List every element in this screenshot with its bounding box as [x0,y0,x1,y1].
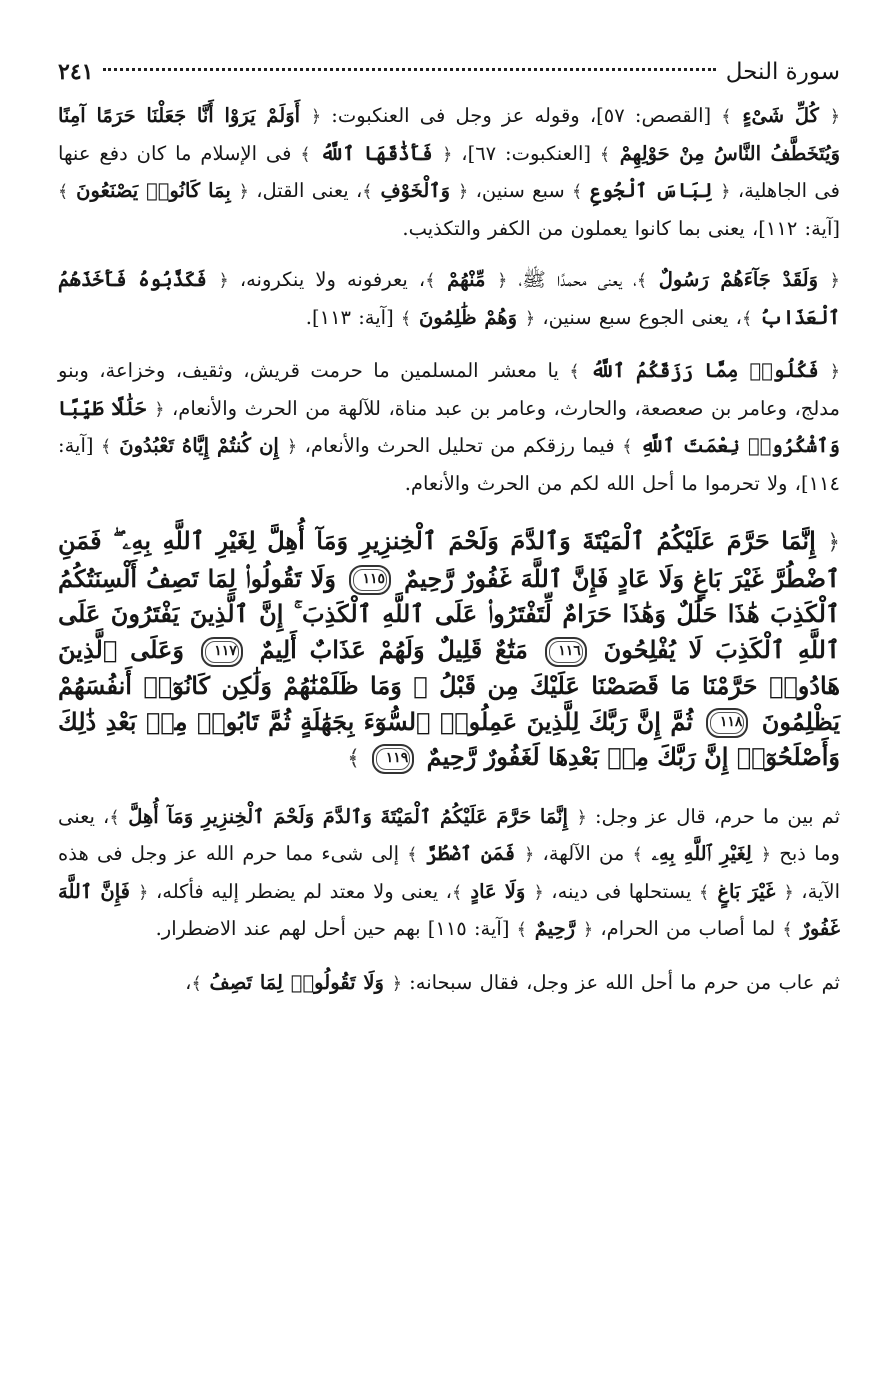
verse-115: إِنَّمَا حَرَّمَ عَلَيْكُمُ ٱلْمَيْتَةَ وَٱلدَّمَ وَلَحْمَ ٱلْخِنزِيرِ وَمَآ أُهِلَّ لِغَيْرِ ٱللَّهِ بِهِۦ ۖ فَمَنِ ٱضْطُرَّ غَيْرَ بَاغٍ وَلَا عَادٍ فَإِنَّ ٱللَّهَ غَفُورٌ رَّحِيمٌ [58,526,841,593]
book-page [58,52,840,1362]
surah-title: سورة النحل [725,59,840,85]
quran-quote: ﴿ رَّحِيمٌ ﴾ [516,917,594,941]
verse-117: مَتَٰعٌ قَلِيلٌ وَلَهُمْ عَذَابٌ أَلِيمٌ [259,635,528,665]
quran-quote: ﴿ وَٱلْخَوْفِ ﴾ [362,179,469,202]
quran-quote: ﴿ فَأَذَٰقَهَا ٱللَّهُ ﴾ [300,141,453,165]
quran-quote: ﴿ أَوَلَمْ يَرَوْا أَنَّا جَعَلْنَا حَرَمًا آمِنًا وَيُتَخَطَّفُ النَّاسُ مِنْ حَوْلِهِمْ ﴾ [58,104,841,165]
paragraph-1: ﴿ كُلِّ شَىْءٍ ﴾ [القصص: ٥٧]، وقوله عز وجل فى العنكبوت: ﴿ أَوَلَمْ يَرَوْا أَنَّا جَعَلْنَا حَرَمًا آمِنًا وَيُتَخَطَّفُ النَّاسُ مِنْ حَوْلِهِمْ ﴾ [العنكبوت: ٦٧]، ﴿ فَأَذَٰقَهَا ٱللَّهُ ﴾ فى الإسلام ما كان دفع عنها فى الجاهلية، ﴿ لِبَاسَ ٱلْجُوعِ ﴾ سبع سنين، ﴿ وَٱلْخَوْفِ ﴾، يعنى القتل، ﴿ بِمَا كَانُوا۟ يَصْنَعُونَ ﴾ [آية: ١١٢]، يعنى بما كانوا يعملون من الكفر والتكذيب. [58,104,841,240]
paragraph-4: ثم بين ما حرم، قال عز وجل: ﴿ إِنَّمَا حَرَّمَ عَلَيْكُمُ ٱلْمَيْتَةَ وَٱلدَّمَ وَلَحْمَ ٱلْخِنزِيرِ وَمَآ أُهِلَّ ﴾، يعنى وما ذبح ﴿ لِغَيْرِ ٱللَّهِ بِهِۦ ﴾ من الآلهة، ﴿ فَمَنِ ٱضْطُرَّ ﴾ إلى شىء مما حرم الله عز وجل فى هذه الآية، ﴿ غَيْرَ بَاغٍ ﴾ يستحلها فى دينه، ﴿ وَلَا عَادٍ ﴾، يعنى ولا معتد لم يضطر إليه فأكله، ﴿ فَإِنَّ ٱللَّهَ غَفُورٌ ﴾ لما أصاب من الحرام، ﴿ رَّحِيمٌ ﴾ [آية: ١١٥] بهم حين أحل لهم عند الاضطرار. [58,804,841,941]
quran-verses-block: ﴿ إِنَّمَا حَرَّمَ عَلَيْكُمُ ٱلْمَيْتَةَ وَٱلدَّمَ وَلَحْمَ ٱلْخِنزِيرِ وَمَآ أُهِلَّ لِغَيْرِ ٱللَّهِ بِهِۦ ۖ فَمَنِ ٱضْطُرَّ غَيْرَ بَاغٍ وَلَا عَادٍ فَإِنَّ ٱللَّهَ غَفُورٌ رَّحِيمٌ ١١٥ وَلَا تَقُولُوا۟ لِمَا تَصِفُ أَلْسِنَتُكُمُ ٱلْكَذِبَ هَٰذَا حَلَٰلٌ وَهَٰذَا حَرَامٌ لِّتَفْتَرُوا۟ عَلَى ٱللَّهِ ٱلْكَذِبَ ۚ إِنَّ ٱلَّذِينَ يَفْتَرُونَ عَلَى ٱللَّهِ ٱلْكَذِبَ لَا يُفْلِحُونَ ١١٦ مَتَٰعٌ قَلِيلٌ وَلَهُمْ عَذَابٌ أَلِيمٌ ١١٧ وَعَلَى ٱلَّذِينَ هَادُوا۟ حَرَّمْنَا مَا قَصَصْنَا عَلَيْكَ مِن قَبْلُ ۖ وَمَا ظَلَمْنَٰهُمْ وَلَٰكِن كَانُوٓا۟ أَنفُسَهُمْ يَظْلِمُونَ ١١٨ ثُمَّ إِنَّ رَبَّكَ لِلَّذِينَ عَمِلُوا۟ ٱلسُّوٓءَ بِجَهَٰلَةٍ ثُمَّ تَابُوا۟ مِنۢ بَعْدِ ذَٰلِكَ وَأَصْلَحُوٓا۟ إِنَّ رَبَّكَ مِنۢ بَعْدِهَا لَغَفُورٌ رَّحِيمٌ ١١٩ ﴾ [58,523,840,777]
quran-quote: ﴿ إِنَّمَا حَرَّمَ عَلَيْكُمُ ٱلْمَيْتَةَ وَٱلدَّمَ وَلَحْمَ ٱلْخِنزِيرِ وَمَآ أُهِلَّ ﴾ [109,804,587,828]
quran-quote: ﴿ فَكُلُوا۟ مِمَّا رَزَقَكُمُ ٱللَّهُ ﴾ [569,359,840,382]
verse-118: وَعَلَى ٱلَّذِينَ هَادُوا۟ حَرَّمْنَا مَا قَصَصْنَا عَلَيْكَ مِن قَبْلُ ۖ وَمَا ظَلَمْنَٰهُمْ وَلَٰكِن كَانُوٓا۟ أَنفُسَهُمْ يَظْلِمُونَ [58,635,840,736]
quran-quote: ﴿ وَلَقَدْ جَآءَهُمْ رَسُولٌ ﴾ [636,268,840,291]
quran-quote: ﴿ كُلِّ شَىْءٍ ﴾ [721,104,841,127]
ayah-number-marker: ١١٧ [201,637,243,667]
quran-quote: ﴿ إِن كُنتُمْ إِيَّاهُ تَعْبُدُونَ ﴾ [100,434,298,457]
running-header [58,52,840,92]
page-number: ٢٤١ [58,59,94,85]
ayah-number-marker: ١١٨ [706,708,748,738]
quran-quote: ﴿ لِبَاسَ ٱلْجُوعِ ﴾ [572,179,731,202]
quran-quote: ﴿ وَلَا عَادٍ ﴾ [451,879,544,903]
quran-quote: ﴿ وَهُمْ ظَٰلِمُونَ ﴾ [400,305,536,329]
quran-quote: ﴿ فَإِنَّ ٱللَّهَ غَفُورٌ ﴾ [58,879,840,941]
quran-quote: ﴿ حَلَٰلًا طَيِّبًا وَٱشْكُرُوا۟ نِعْمَتَ ٱللَّهِ ﴾ [58,396,840,457]
verse-116: وَلَا تَقُولُوا۟ لِمَا تَصِفُ أَلْسِنَتُكُمُ ٱلْكَذِبَ هَٰذَا حَلَٰلٌ وَهَٰذَا حَرَامٌ لِّتَفْتَرُوا۟ عَلَى ٱللَّهِ ٱلْكَذِبَ ۚ إِنَّ ٱلَّذِينَ يَفْتَرُونَ عَلَى ٱللَّهِ ٱلْكَذِبَ لَا يُفْلِحُونَ [58,563,841,665]
ayah-number-marker: ١١٩ [372,744,414,774]
paragraph-5: ثم عاب من حرم ما أحل الله عز وجل، فقال سبحانه: ﴿ وَلَا تَقُولُوا۟ لِمَا تَصِفُ ﴾، [185,970,840,994]
quran-quote: ﴿ بِمَا كَانُوا۟ يَصْنَعُونَ ﴾ [58,179,249,202]
quran-quote: ﴿ فَكَذَّبُوهُ فَأَخَذَهُمُ ٱلْعَذَابُ ﴾ [58,268,840,329]
quran-quote: ﴿ مِّنْهُمْ ﴾ [425,268,508,291]
verse-119: ثُمَّ إِنَّ رَبَّكَ لِلَّذِينَ عَمِلُوا۟ ٱلسُّوٓءَ بِجَهَٰلَةٍ ثُمَّ تَابُوا۟ مِنۢ بَعْدِ ذَٰلِكَ وَأَصْلَحُوٓا۟ إِنَّ رَبَّكَ مِنۢ بَعْدِهَا لَغَفُورٌ رَّحِيمٌ [58,706,840,772]
quran-quote: ﴿ فَمَنِ ٱضْطُرَّ ﴾ [407,842,535,866]
quran-quote: ﴿ لِغَيْرِ ٱللَّهِ بِهِۦ ﴾ [632,842,771,866]
paragraph-3: ﴿ فَكُلُوا۟ مِمَّا رَزَقَكُمُ ٱللَّهُ ﴾ يا معشر المسلمين ما حرمت قريش، وثقيف، وخزاعة، وبنو مدلج، وعامر بن صعصعة، والحارث، وعامر بن عبد مناة، للآلهة من الحرث والأنعام، ﴿ حَلَٰلًا طَيِّبًا وَٱشْكُرُوا۟ نِعْمَتَ ٱللَّهِ ﴾ فيما رزقكم من تحليل الحرث والأنعام، ﴿ إِن كُنتُمْ إِيَّاهُ تَعْبُدُونَ ﴾ [آية: ١١٤]، ولا تحرموا ما أحل الله لكم من الحرث والأنعام. [58,359,840,495]
dotted-leader [103,68,715,71]
quran-quote: ﴿ وَلَا تَقُولُوا۟ لِمَا تَصِفُ ﴾ [191,970,402,994]
ayah-number-marker: ١١٦ [545,637,587,667]
ayah-number-marker: ١١٥ [349,565,391,595]
quran-quote: ﴿ غَيْرَ بَاغٍ ﴾ [698,879,794,903]
paragraph-2: ﴿ وَلَقَدْ جَآءَهُمْ رَسُولٌ ﴾، يعنى محمدًا ﷺ، ﴿ مِّنْهُمْ ﴾، يعرفونه ولا ينكرونه، ﴿ فَكَذَّبُوهُ فَأَخَذَهُمُ ٱلْعَذَابُ ﴾، يعنى الجوع سبع سنين، ﴿ وَهُمْ ظَٰلِمُونَ ﴾ [آية: ١١٣]. [58,268,840,329]
